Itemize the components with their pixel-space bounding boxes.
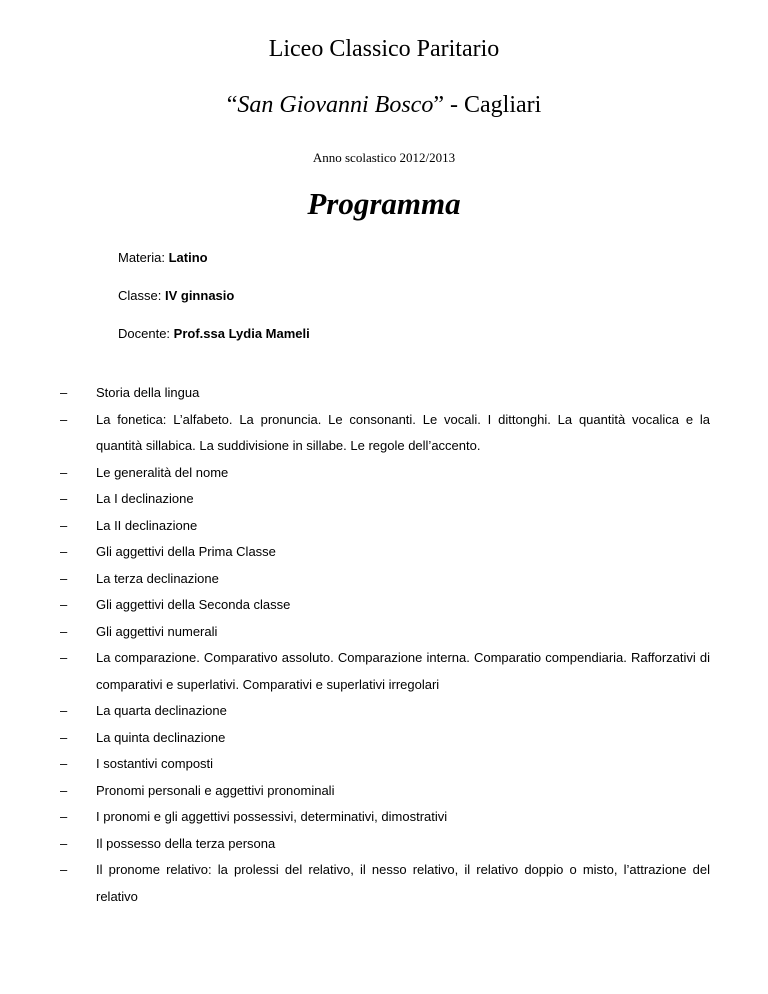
- list-item: – La quinta declinazione: [60, 725, 710, 752]
- school-name-open-quote: “: [226, 92, 238, 118]
- list-item: – Gli aggettivi della Prima Classe: [60, 539, 710, 566]
- list-item: – I sostantivi composti: [60, 751, 710, 778]
- list-item: – Gli aggettivi numerali: [60, 619, 710, 646]
- subject-value: Latino: [168, 250, 208, 265]
- school-heading: Liceo Classico Paritario: [268, 36, 500, 62]
- list-item: – Il possesso della terza persona: [60, 831, 710, 858]
- page-title: Programma: [307, 186, 461, 221]
- school-name: [0, 92, 768, 119]
- list-item: – La terza declinazione: [60, 566, 710, 593]
- class-line: [118, 288, 234, 303]
- list-item: – La comparazione. Comparativo assoluto. Comparazione interna. Comparatio compendiaria. Rafforzativi di comparativi e superlativi. Comparativi e superlativi irregolari: [60, 645, 710, 698]
- list-item: – Le generalità del nome: [60, 460, 710, 487]
- school-name-rest: ” - Cagliari: [433, 92, 542, 118]
- class-label: Classe:: [118, 288, 162, 303]
- list-item: – La fonetica: L’alfabeto. La pronuncia. Le consonanti. Le vocali. I dittonghi. La quantità vocalica e la quantità sillabica. La suddivisione in sillabe. Le regole dell’accento.: [60, 407, 710, 460]
- teacher-value: Prof.ssa Lydia Mameli: [173, 326, 310, 341]
- subject-label: Materia:: [118, 250, 165, 265]
- school-name-italic: San Giovanni Bosco: [237, 92, 434, 118]
- list-item: – Gli aggettivi della Seconda classe: [60, 592, 710, 619]
- list-item: – Il pronome relativo: la prolessi del relativo, il nesso relativo, il relativo doppio o misto, l’attrazione del relativo: [60, 857, 710, 910]
- list-item: – La I declinazione: [60, 486, 710, 513]
- class-value: IV ginnasio: [164, 288, 235, 303]
- list-item: – Storia della lingua: [60, 380, 710, 407]
- list-item: – Pronomi personali e aggettivi pronominali: [60, 778, 710, 805]
- topics-list: [60, 380, 710, 910]
- list-item: – La II declinazione: [60, 513, 710, 540]
- teacher-label: Docente:: [118, 326, 171, 341]
- subject-line: [118, 250, 208, 265]
- list-item: – I pronomi e gli aggettivi possessivi, determinativi, dimostrativi: [60, 804, 710, 831]
- teacher-line: [118, 326, 310, 341]
- list-item: – La quarta declinazione: [60, 698, 710, 725]
- school-year: Anno scolastico 2012/2013: [312, 150, 456, 165]
